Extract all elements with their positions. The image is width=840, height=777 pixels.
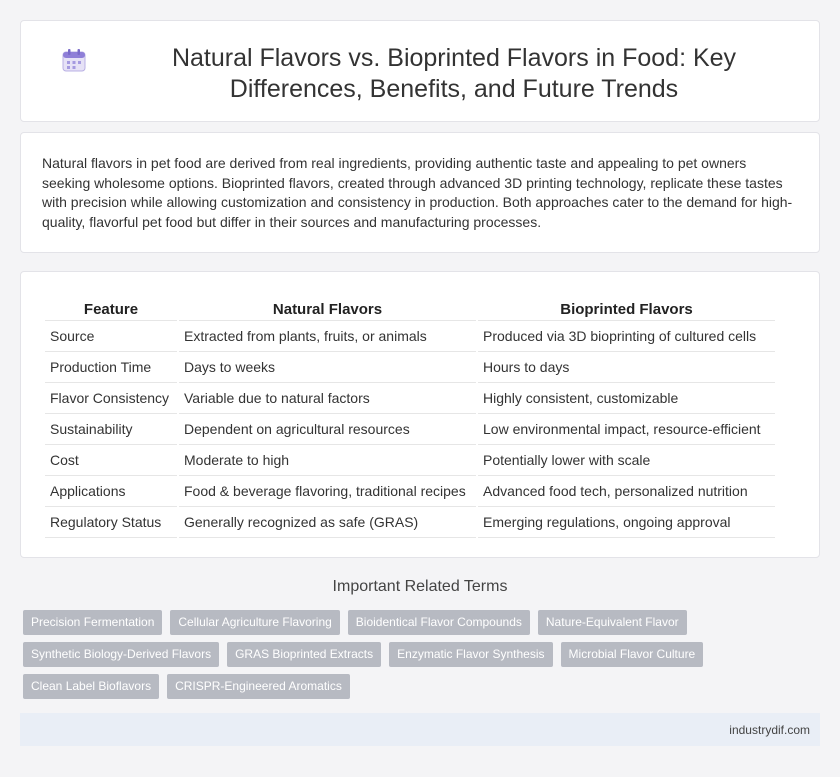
feature-cell: Applications — [45, 476, 177, 507]
header-natural: Natural Flavors — [179, 296, 476, 321]
bioprinted-cell: Low environmental impact, resource-efficient — [478, 414, 775, 445]
tag-gras-bioprinted-extracts[interactable]: GRAS Bioprinted Extracts — [227, 642, 381, 667]
tag-precision-fermentation[interactable]: Precision Fermentation — [23, 610, 162, 635]
bioprinted-cell: Hours to days — [478, 352, 775, 383]
footer-site-link[interactable]: industrydif.com — [729, 723, 810, 737]
natural-cell: Days to weeks — [179, 352, 476, 383]
feature-cell: Flavor Consistency — [45, 383, 177, 414]
feature-cell: Production Time — [45, 352, 177, 383]
bioprinted-cell: Potentially lower with scale — [478, 445, 775, 476]
feature-cell: Regulatory Status — [45, 507, 177, 538]
tag-synthetic-biology-derived-flavors[interactable]: Synthetic Biology-Derived Flavors — [23, 642, 219, 667]
natural-cell: Food & beverage flavoring, traditional recipes — [179, 476, 476, 507]
table-row — [45, 352, 775, 383]
footer — [20, 713, 820, 746]
title-wrap — [61, 43, 799, 105]
comparison-card — [20, 271, 820, 558]
tag-nature-equivalent-flavor[interactable]: Nature-Equivalent Flavor — [538, 610, 687, 635]
table-row — [45, 414, 775, 445]
natural-cell: Extracted from plants, fruits, or animals — [179, 321, 476, 352]
comparison-table — [43, 296, 777, 538]
natural-cell: Variable due to natural factors — [179, 383, 476, 414]
tag-cellular-agriculture-flavoring[interactable]: Cellular Agriculture Flavoring — [170, 610, 339, 635]
table-row — [45, 507, 775, 538]
bioprinted-cell: Produced via 3D bioprinting of cultured cells — [478, 321, 775, 352]
table-row — [45, 476, 775, 507]
header-feature: Feature — [45, 296, 177, 321]
related-terms-title: Important Related Terms — [332, 578, 508, 595]
intro-paragraph: Natural flavors in pet food are derived from real ingredients, providing authentic taste and appealing to pet owners seeking wholesome options. Bioprinted flavors, created through advanced 3D printing technology, replicate these tastes with precision while allowing customization and consistency in production. Both approaches cater to the demand for high-quality, flavorful pet food but differ in their sources and manufacturing processes. — [42, 155, 793, 230]
tag-enzymatic-flavor-synthesis[interactable]: Enzymatic Flavor Synthesis — [389, 642, 552, 667]
header-bioprinted: Bioprinted Flavors — [478, 296, 775, 321]
natural-cell: Moderate to high — [179, 445, 476, 476]
tag-microbial-flavor-culture[interactable]: Microbial Flavor Culture — [561, 642, 704, 667]
title-card — [20, 20, 820, 122]
table-header-row — [45, 296, 775, 321]
tag-bioidentical-flavor-compounds[interactable]: Bioidentical Flavor Compounds — [348, 610, 530, 635]
calendar-icon — [61, 47, 87, 73]
tag-clean-label-bioflavors[interactable]: Clean Label Bioflavors — [23, 674, 159, 699]
feature-cell: Sustainability — [45, 414, 177, 445]
related-tags — [23, 610, 723, 706]
bioprinted-cell: Highly consistent, customizable — [478, 383, 775, 414]
bioprinted-cell: Emerging regulations, ongoing approval — [478, 507, 775, 538]
bioprinted-cell: Advanced food tech, personalized nutrition — [478, 476, 775, 507]
table-row — [45, 321, 775, 352]
table-row — [45, 383, 775, 414]
natural-cell: Generally recognized as safe (GRAS) — [179, 507, 476, 538]
table-row — [45, 445, 775, 476]
feature-cell: Source — [45, 321, 177, 352]
page-title: Natural Flavors vs. Bioprinted Flavors in Food: Key Differences, Benefits, and Future Trends — [171, 44, 737, 103]
natural-cell: Dependent on agricultural resources — [179, 414, 476, 445]
feature-cell: Cost — [45, 445, 177, 476]
intro-card — [20, 132, 820, 253]
tag-crispr-engineered-aromatics[interactable]: CRISPR-Engineered Aromatics — [167, 674, 350, 699]
